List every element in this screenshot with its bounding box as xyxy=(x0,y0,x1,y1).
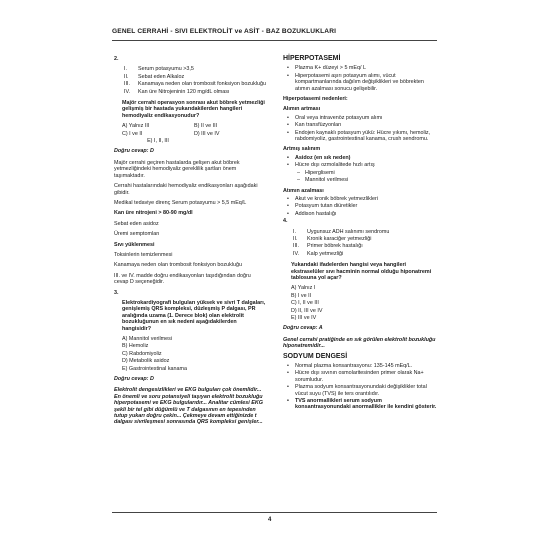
option-d: D) III ve IV xyxy=(194,130,220,137)
statement-item: III. Kanamaya neden olan trombosit fonksiyon bozukluğu xyxy=(124,81,266,88)
option-item: E) Gastrointestinal kanama xyxy=(122,365,188,372)
option-e: E) I, II, III xyxy=(147,138,169,145)
explanation-text: Majör cerrahi geçiren hastalarda gelişen akut böbrek yetmezliğindeki hemodiyaliz gereklilik şartları önem taşımaktadır. xyxy=(114,159,240,179)
option-item: A) Yalnız I xyxy=(291,285,316,292)
option-item: E) III ve IV xyxy=(291,315,317,321)
statement-item: I. Uygunsuz ADH salınımı sendromu xyxy=(293,228,390,235)
bullet-item: • Asidoz (en sık neden) xyxy=(283,155,437,161)
sub-heading: Hiperpotasemi nedenleri: xyxy=(283,96,348,103)
question-4-text: Yukarıdaki ifadelerden hangisi veya hangileri ekstraselüler sıvı hacminin normal olduğu hiponatremi tablosuna yol açar? xyxy=(291,262,432,281)
bullet-item: • Plazma K+ düzeyi > 5 mEq/ L xyxy=(283,65,437,71)
section-title-sodium: SODYUM DENGESİ xyxy=(283,352,348,360)
bullet-item: • Hücre dışı ozmolalitede hızlı artış xyxy=(283,162,437,168)
sub-heading: Alımın artması xyxy=(283,106,321,113)
explanation-text: Toksinlerin temizlenmesi xyxy=(114,251,173,258)
question-2-statements xyxy=(114,66,266,95)
statement-item: IV. Kan üre Nitrojeninin 120 mg/dL olması xyxy=(124,88,230,95)
explanation-text: Cerrahi hastalarındaki hemodiyaliz endikasyonları aşağıdaki gibidir. xyxy=(114,183,258,196)
bullet-item: • Addison hastalığı xyxy=(283,211,437,217)
question-2-options xyxy=(114,123,266,144)
option-item: D) II, III ve IV xyxy=(291,307,323,314)
right-column xyxy=(283,56,437,412)
option-item: B) Hemoliz xyxy=(122,343,149,350)
question-4-options xyxy=(283,285,437,321)
header-title: GENEL CERRAHİ - SIVI ELEKTROLİT ve ASİT - BAZ BOZUKLUKLARI xyxy=(112,28,337,35)
footer-rule xyxy=(112,512,437,513)
sub-heading: Artmış salınım xyxy=(283,146,321,153)
explanation-text: Sıvı yüklenmesi xyxy=(114,241,155,248)
question-3-answer: Doğru cevap: D xyxy=(114,376,154,383)
question-4-number: 4. xyxy=(283,218,288,225)
bullet-item: • Potasyum tutan diüretikler xyxy=(283,203,437,209)
question-2-number: 2. xyxy=(114,56,119,62)
explanation-text: Kan üre nitrojeni > 80-90 mg/dl xyxy=(114,210,193,217)
bullet-item: • Kan transfüzyonları xyxy=(283,122,437,128)
option-a: A) Yalnız III xyxy=(122,123,150,130)
option-item: A) Mannitol verilmesi xyxy=(122,336,173,342)
option-item: D) Metabolik asidoz xyxy=(122,358,170,365)
question-2-answer: Doğru cevap: D xyxy=(114,148,154,155)
option-item: C) Rabdomiyoliz xyxy=(122,350,162,357)
question-3-options xyxy=(114,336,266,372)
explanation-text: III. ve IV. madde doğru endikasyonları taşıdığından doğru cevap D seçeneğidir. xyxy=(114,272,251,286)
bullet-item: • Plazma sodyum konsantrasyonundaki değişiklikler total vücut suyu (TVS) ile ters orantılıdır. xyxy=(283,384,437,397)
bullet-item: • Normal plazma konsantrasyonu: 135-145 mEq/L. xyxy=(283,363,437,369)
statement-item: I. Serum potasyumu >3,5 xyxy=(124,66,194,73)
question-4-statements xyxy=(283,229,437,258)
header-rule xyxy=(112,40,437,41)
option-item: B) I ve II xyxy=(291,292,312,299)
option-item: C) I, II ve III xyxy=(291,300,319,307)
option-b: B) II ve III xyxy=(194,123,218,130)
left-column xyxy=(114,56,266,430)
question-2-text: Majör cerrahi operasyon sonrası akut böbrek yetmezliği gelişmiş bir hastada yukarıdakilerden hangileri hemodiyaliz endikasyonudur? xyxy=(122,100,265,119)
sub-heading: Atımın azalması xyxy=(283,187,324,194)
bullet-item: • TVS anormallikleri serum sodyum konsantrasyonundaki anormallikler ile kendini gösterir. xyxy=(283,398,437,411)
question-4-answer: Doğru cevap: A xyxy=(283,325,323,332)
statement-item: IV. Kalp yetmezliği xyxy=(293,250,344,257)
explanation-text: Üremi semptomları xyxy=(114,231,160,238)
page-number: 4 xyxy=(268,517,272,523)
bullet-item: • Akut ve kronik böbrek yetmezlikleri xyxy=(283,196,437,202)
bullet-item: • Hücre dışı sıvının osmolaritesinden primer olarak Na+ sorumludur. xyxy=(283,370,437,383)
explanation-text: Medikal tedaviye direnç Serum potasyumu > 5,5 mEq/L xyxy=(114,199,247,206)
bullet-item: • Endojen kaynaklı potasyum yükü: Hücre yıkımı, hemoliz, rabdomiyoliz, gastrointestinal kanama, crush sendromu. xyxy=(283,130,437,143)
question-4-explanation: Genel cerrahi pratiğinde en sık görülen elektrolit bozukluğu hiponatremidir... xyxy=(283,336,436,350)
option-c: C) I ve II xyxy=(122,130,143,137)
question-3-explanation: Elektrolit dengesizlikleri ve EKG bulguları çok önemlidir... En önemli ve soru potansiyeli taşıyan elektrolit bozukluğu hiperpotasemi ve EKG bulgularıdır... Analitar cümlesi EKG şekli bir tel gibi düğümlü ve T dalgasının en tepesinden tutup yukarı doğru çekin... Çekmeye devam ettiğinizde t dalgası sivrileşmesi sonrasında QRS kompleksi genişler... xyxy=(114,387,263,426)
question-3-text: Elektrokardiyografi bulguları yüksek ve sivri T dalgaları, genişlemiş QRS kompleksi, düzleşmiş P dalgası, PR aralığında uzama (1. Derece blok) olan elektrolit bozukluğunun en sık nedeni aşağıdakilerden hangisidir? xyxy=(122,299,266,332)
explanation-text: Kanamaya neden olan trombosit fonksiyon bozukluğu xyxy=(114,262,242,269)
section-title-hyperkalemia: HİPERPOTASEMİ xyxy=(283,55,341,62)
bullet-item: • Hiperpotasemi aşırı potasyum alımı, vücut kompartmanlarında dağılım değişiklikleri ve böbrekten atımın azalması sonucu gelişebilir. xyxy=(283,73,437,92)
statement-item: III. Primer böbrek hastalığı xyxy=(293,243,363,250)
question-3-number: 3. xyxy=(114,289,119,296)
statement-item: II. Kronik karaciğer yetmezliği xyxy=(293,235,372,242)
statement-item: II. Sebat eden Alkaloz xyxy=(124,73,185,80)
dash-item: – Mannitol verilmesi xyxy=(283,177,437,183)
bullet-item: • Oral veya intravenöz potasyum alımı xyxy=(283,115,437,121)
dash-item: – Hiperglisemi xyxy=(283,170,437,176)
explanation-text: Sebat eden asidoz xyxy=(114,220,159,227)
